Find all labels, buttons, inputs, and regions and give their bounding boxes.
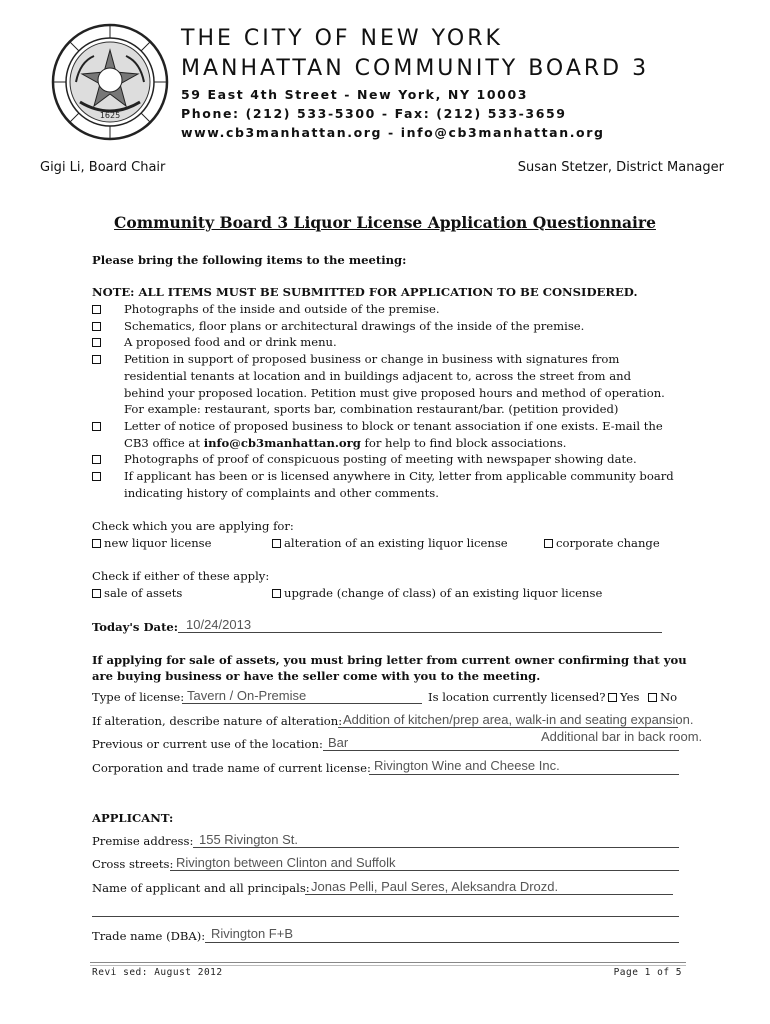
licensed-yes-option[interactable]: Yes [608,689,639,706]
trade-name-label: Trade name (DBA): [92,929,206,943]
previous-use-label: Previous or current use of the location: [92,737,323,751]
cross-streets-underline [170,870,679,871]
alteration-label: If alteration, describe nature of alteration: [92,714,343,728]
city-seal-logo [50,22,170,142]
license-type-underline [182,703,422,704]
header-phone: Phone: (212) 533-5300 - Fax: (212) 533-3659 [181,106,567,121]
note-heading: NOTE: ALL ITEMS MUST BE SUBMITTED FOR APPLICATION TO BE CONSIDERED. [92,285,638,299]
option-new-liquor-license[interactable]: new liquor license [92,535,212,552]
list-item: Schematics, floor plans or architectural drawings of the inside of the premise. [92,318,692,335]
header-web: www.cb3manhattan.org - info@cb3manhattan.org [181,125,605,140]
trade-name-field[interactable]: Rivington F+B [211,926,294,941]
trade-name-underline [205,942,679,943]
option-upgrade[interactable]: upgrade (change of class) of an existing liquor license [272,585,602,602]
seal-year: 1625 [99,111,121,120]
premise-address-field[interactable]: 155 Rivington St. [199,832,299,847]
cross-streets-field[interactable]: Rivington between Clinton and Suffolk [176,855,396,870]
corporation-field[interactable]: Rivington Wine and Cheese Inc. [374,758,560,773]
checkbox[interactable] [648,693,657,702]
list-item: A proposed food and or drink menu. [92,334,692,351]
premise-address-underline [193,847,679,848]
license-type-field[interactable]: Tavern / On-Premise [187,688,307,703]
date-underline [178,632,662,633]
cross-streets-label: Cross streets: [92,857,174,871]
document-title: Community Board 3 Liquor License Application Questionnaire [114,213,656,232]
checkbox[interactable] [544,539,553,548]
list-item: Photographs of proof of conspicuous posting of meeting with newspaper showing date. [92,451,692,468]
checkbox[interactable] [92,355,101,364]
date-label: Today's Date: [92,620,179,634]
apply-for-label: Check which you are applying for: [92,519,294,533]
currently-licensed-label: Is location currently licensed? [428,690,606,704]
alteration-underline [338,727,678,728]
previous-use-underline [323,750,679,751]
header-city-name: THE CITY OF NEW YORK [181,26,503,51]
license-type-label: Type of license: [92,690,185,704]
checkbox[interactable] [92,305,101,314]
checkbox[interactable] [92,422,101,431]
either-apply-label: Check if either of these apply: [92,569,270,583]
corporation-label: Corporation and trade name of current license: [92,761,371,775]
list-item: Photographs of the inside and outside of the premise. [92,301,692,318]
board-chair: Gigi Li, Board Chair [40,160,166,175]
alteration-field-line2[interactable]: Additional bar in back room. [541,729,703,744]
option-alteration[interactable]: alteration of an existing liquor license [272,535,508,552]
header-address: 59 East 4th Street - New York, NY 10003 [181,87,529,102]
applicant-name-continuation-line[interactable] [92,916,679,917]
sale-note-line2: are buying business or have the seller come with you to the meeting. [92,669,541,683]
list-item: Petition in support of proposed business or change in business with signatures from residential tenants at location and in buildings adjacent to, across the street from and behind your proposed location. Petition must give proposed hours and method of operation. For example: restaurant, sports bar, combination restaurant/bar. (petition provided) [92,351,669,418]
checkbox[interactable] [272,539,281,548]
option-corporate-change[interactable]: corporate change [544,535,660,552]
checkbox[interactable] [272,589,281,598]
checkbox[interactable] [92,455,101,464]
revised-date: Revi sed: August 2012 [92,967,223,978]
applicant-heading: APPLICANT: [92,811,174,825]
list-item: If applicant has been or is licensed anywhere in City, letter from applicable community board indicating history of complaints and other comments. [92,468,684,501]
checkbox[interactable] [92,322,101,331]
page-number: Page 1 of 5 [613,967,682,978]
date-field[interactable]: 10/24/2013 [186,617,252,632]
sale-note-line1: If applying for sale of assets, you must bring letter from current owner confirming that you [92,653,687,667]
corporation-underline [369,774,679,775]
premise-address-label: Premise address: [92,834,194,848]
email-link[interactable]: info@cb3manhattan.org [203,435,361,450]
checkbox[interactable] [92,539,101,548]
applicant-name-field[interactable]: Jonas Pelli, Paul Seres, Aleksandra Drozd. [311,879,559,894]
header-board-name: MANHATTAN COMMUNITY BOARD 3 [181,56,650,81]
previous-use-field[interactable]: Bar [328,735,349,750]
checkbox[interactable] [92,472,101,481]
required-items-list [92,301,692,501]
district-manager: Susan Stetzer, District Manager [517,160,724,175]
applicant-name-label: Name of applicant and all principals: [92,881,310,895]
alteration-field-line1[interactable]: Addition of kitchen/prep area, walk-in and seating expansion. [343,712,694,727]
checkbox[interactable] [608,693,617,702]
footer-divider [90,962,686,966]
applicant-name-underline [305,894,673,895]
list-item: Letter of notice of proposed business to block or tenant association if one exists. E-mail the CB3 office at info@cb3manhattan.org for help to find block associations. [92,418,669,451]
checkbox[interactable] [92,589,101,598]
bring-items-heading: Please bring the following items to the meeting: [92,253,407,267]
option-sale-of-assets[interactable]: sale of assets [92,585,182,602]
licensed-no-option[interactable]: No [648,689,677,706]
checkbox[interactable] [92,338,101,347]
